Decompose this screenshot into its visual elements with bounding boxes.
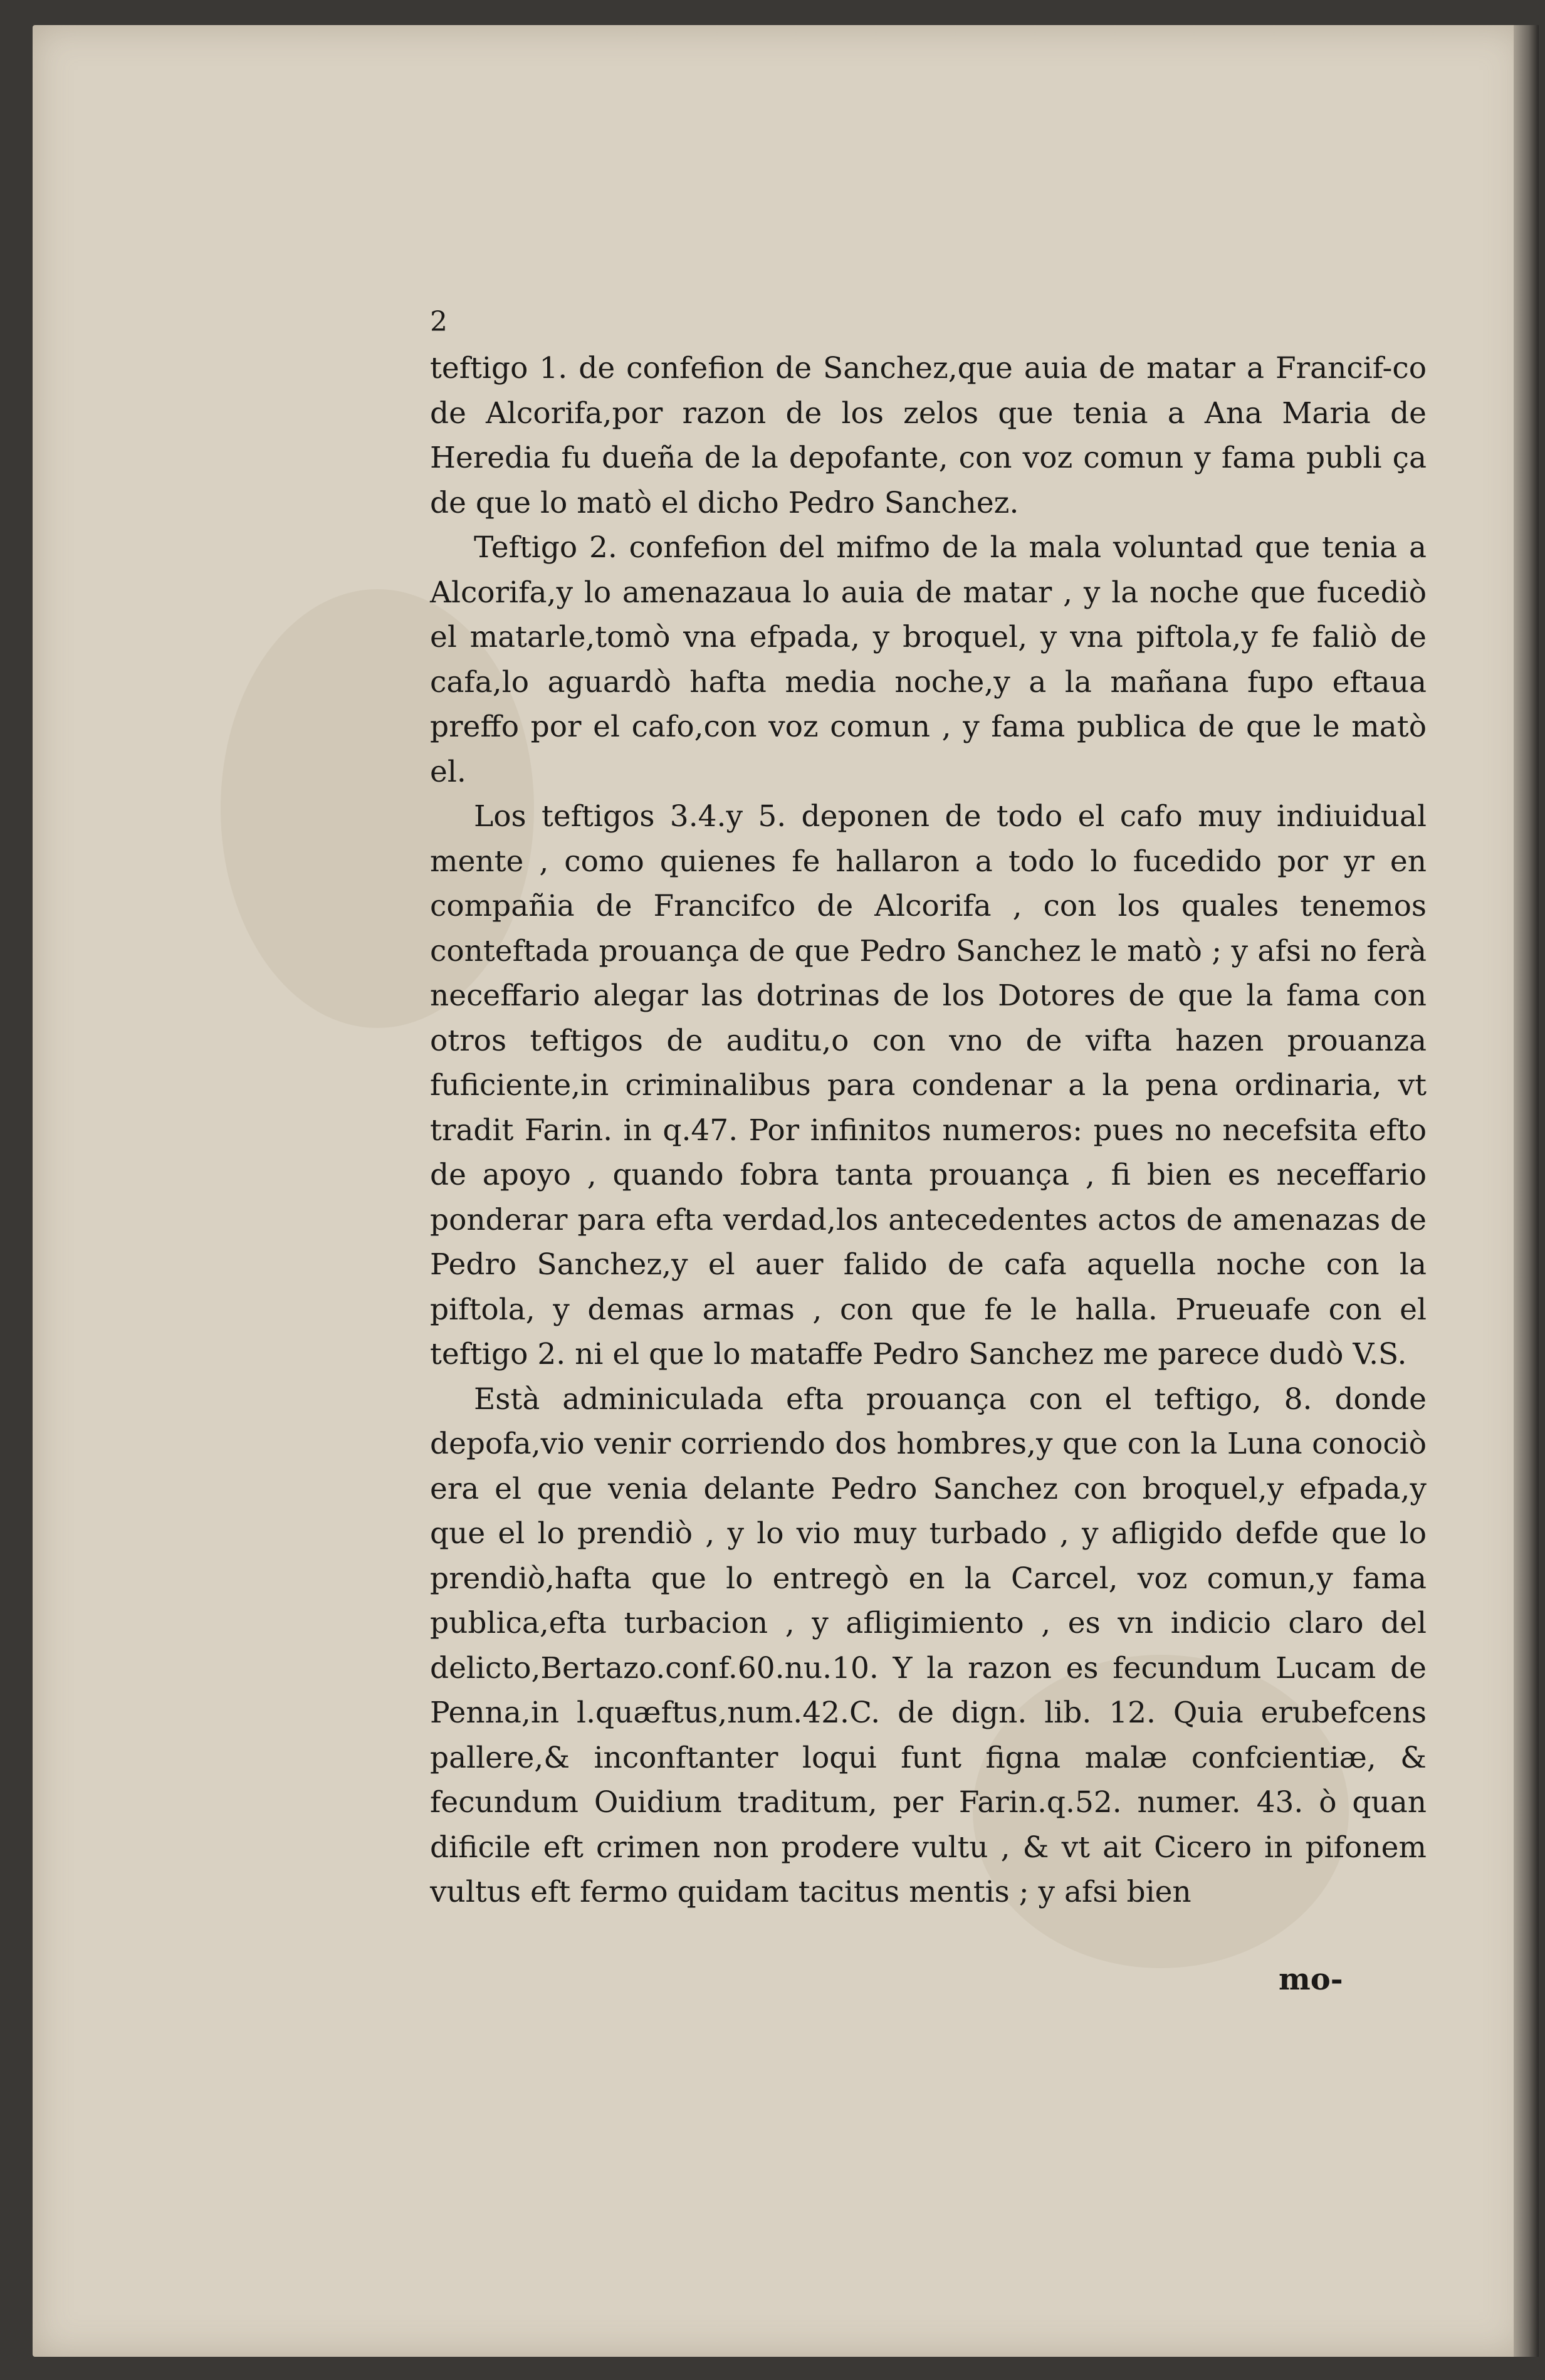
paragraph-2: Teftigo 2. confefion del mifmo de la mala voluntad que tenia a Alcorifa,y lo amenazaua lo auia de matar , y la noche que fucediò el matarle,tomò vna efpada, y broquel, y vna piftola,y fe faliò de cafa,lo aguardò hafta media noche,y a la mañana fupo eftaua preffo por el cafo,con voz comun , y fama publica de que le matò el.	[430, 530, 1427, 789]
document-text	[430, 346, 1427, 1915]
page-edge	[1514, 25, 1539, 2357]
paragraph-4: Està adminiculada efta prouança con el teftigo, 8. donde depofa,vio venir corriendo dos hombres,y que con la Luna conociò era el que venia delante Pedro Sanchez con broquel,y efpada,y que el lo prendiò , y lo vio muy turbado , y afligido defde que lo prendiò,hafta que lo entregò en la Carcel, voz comun,y fama publica,efta turbacion , y afligimiento , es vn indicio claro del delicto,Bertazo.conf.60.nu.10. Y la razon es fecundum Lucam de Penna,in l.quæftus,num.42.C. de dign. lib. 12. Quia erubefcens pallere,& inconftanter loqui funt figna malæ confcientiæ, & fecundum Ouidium traditum, per Farin.q.52. numer. 43. ò quan dificile eft crimen non prodere vultu , & vt ait Cicero in pifonem vultus eft fermo quidam tacitus mentis ; y afsi bien	[430, 1381, 1427, 1909]
catchword: mo-	[1279, 1962, 1343, 1997]
page-number: 2	[430, 306, 448, 338]
paragraph-1: teftigo 1. de confefion de Sanchez,que auia de matar a Francif-co de Alcorifa,por razon de los zelos que tenia a Ana Maria de Heredia fu dueña de la depofante, con voz comun y fama publi ça de que lo matò el dicho Pedro Sanchez.	[430, 351, 1427, 520]
paragraph-3: Los teftigos 3.4.y 5. deponen de todo el cafo muy indiuidual mente , como quienes fe hallaron a todo lo fucedido por yr en compañia de Francifco de Alcorifa , con los quales tenemos conteftada prouança de que Pedro Sanchez le matò ; y afsi no ferà neceffario alegar las dotrinas de los Dotores de que la fama con otros teftigos de auditu,o con vno de vifta hazen prouanza fuficiente,in criminalibus para condenar a la pena ordinaria, vt tradit Farin. in q.47. Por infinitos numeros: pues no necefsita efto de apoyo , quando fobra tanta prouança , fi bien es neceffario ponderar para efta verdad,los antecedentes actos de amenazas de Pedro Sanchez,y el auer falido de cafa aquella noche con la piftola, y demas armas , con que fe le halla. Prueuafe con el teftigo 2. ni el que lo mataffe Pedro Sanchez me parece dudò V.S.	[430, 799, 1427, 1371]
